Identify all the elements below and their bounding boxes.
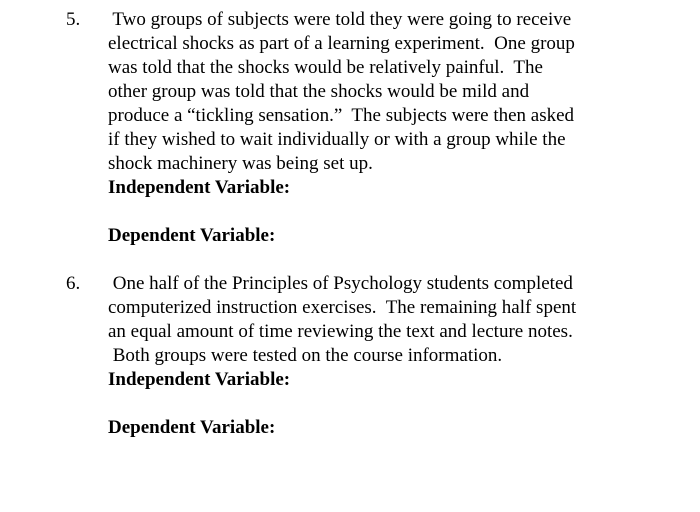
- question-text-line: One half of the Principles of Psychology students completed: [108, 273, 573, 294]
- question-text-line: if they wished to wait individually or with a group while the: [108, 129, 566, 150]
- question-text-line: shock machinery was being set up.: [108, 153, 373, 174]
- question-text-line: electrical shocks as part of a learning experiment. One group: [108, 33, 575, 54]
- answer-space: [108, 200, 668, 224]
- question-text-line: computerized instruction exercises. The remaining half spent: [108, 297, 577, 318]
- answer-space: [108, 392, 668, 416]
- independent-variable-label: Independent Variable:: [108, 369, 291, 390]
- question-body: [108, 272, 668, 440]
- question-body: [108, 8, 668, 248]
- dependent-variable-label: Dependent Variable:: [108, 417, 276, 438]
- question-text-line: an equal amount of time reviewing the text and lecture notes.: [108, 321, 573, 342]
- question-text-line: Both groups were tested on the course information.: [108, 345, 503, 366]
- question-text-line: other group was told that the shocks would be mild and: [108, 81, 530, 102]
- question-number: 6.: [66, 273, 81, 294]
- question-text-line: Two groups of subjects were told they were going to receive: [108, 9, 572, 30]
- question-text-line: was told that the shocks would be relatively painful. The: [108, 57, 543, 78]
- dependent-variable-label: Dependent Variable:: [108, 225, 276, 246]
- question-text-line: produce a “tickling sensation.” The subjects were then asked: [108, 105, 575, 126]
- independent-variable-label: Independent Variable:: [108, 177, 291, 198]
- question-number: 5.: [66, 9, 81, 30]
